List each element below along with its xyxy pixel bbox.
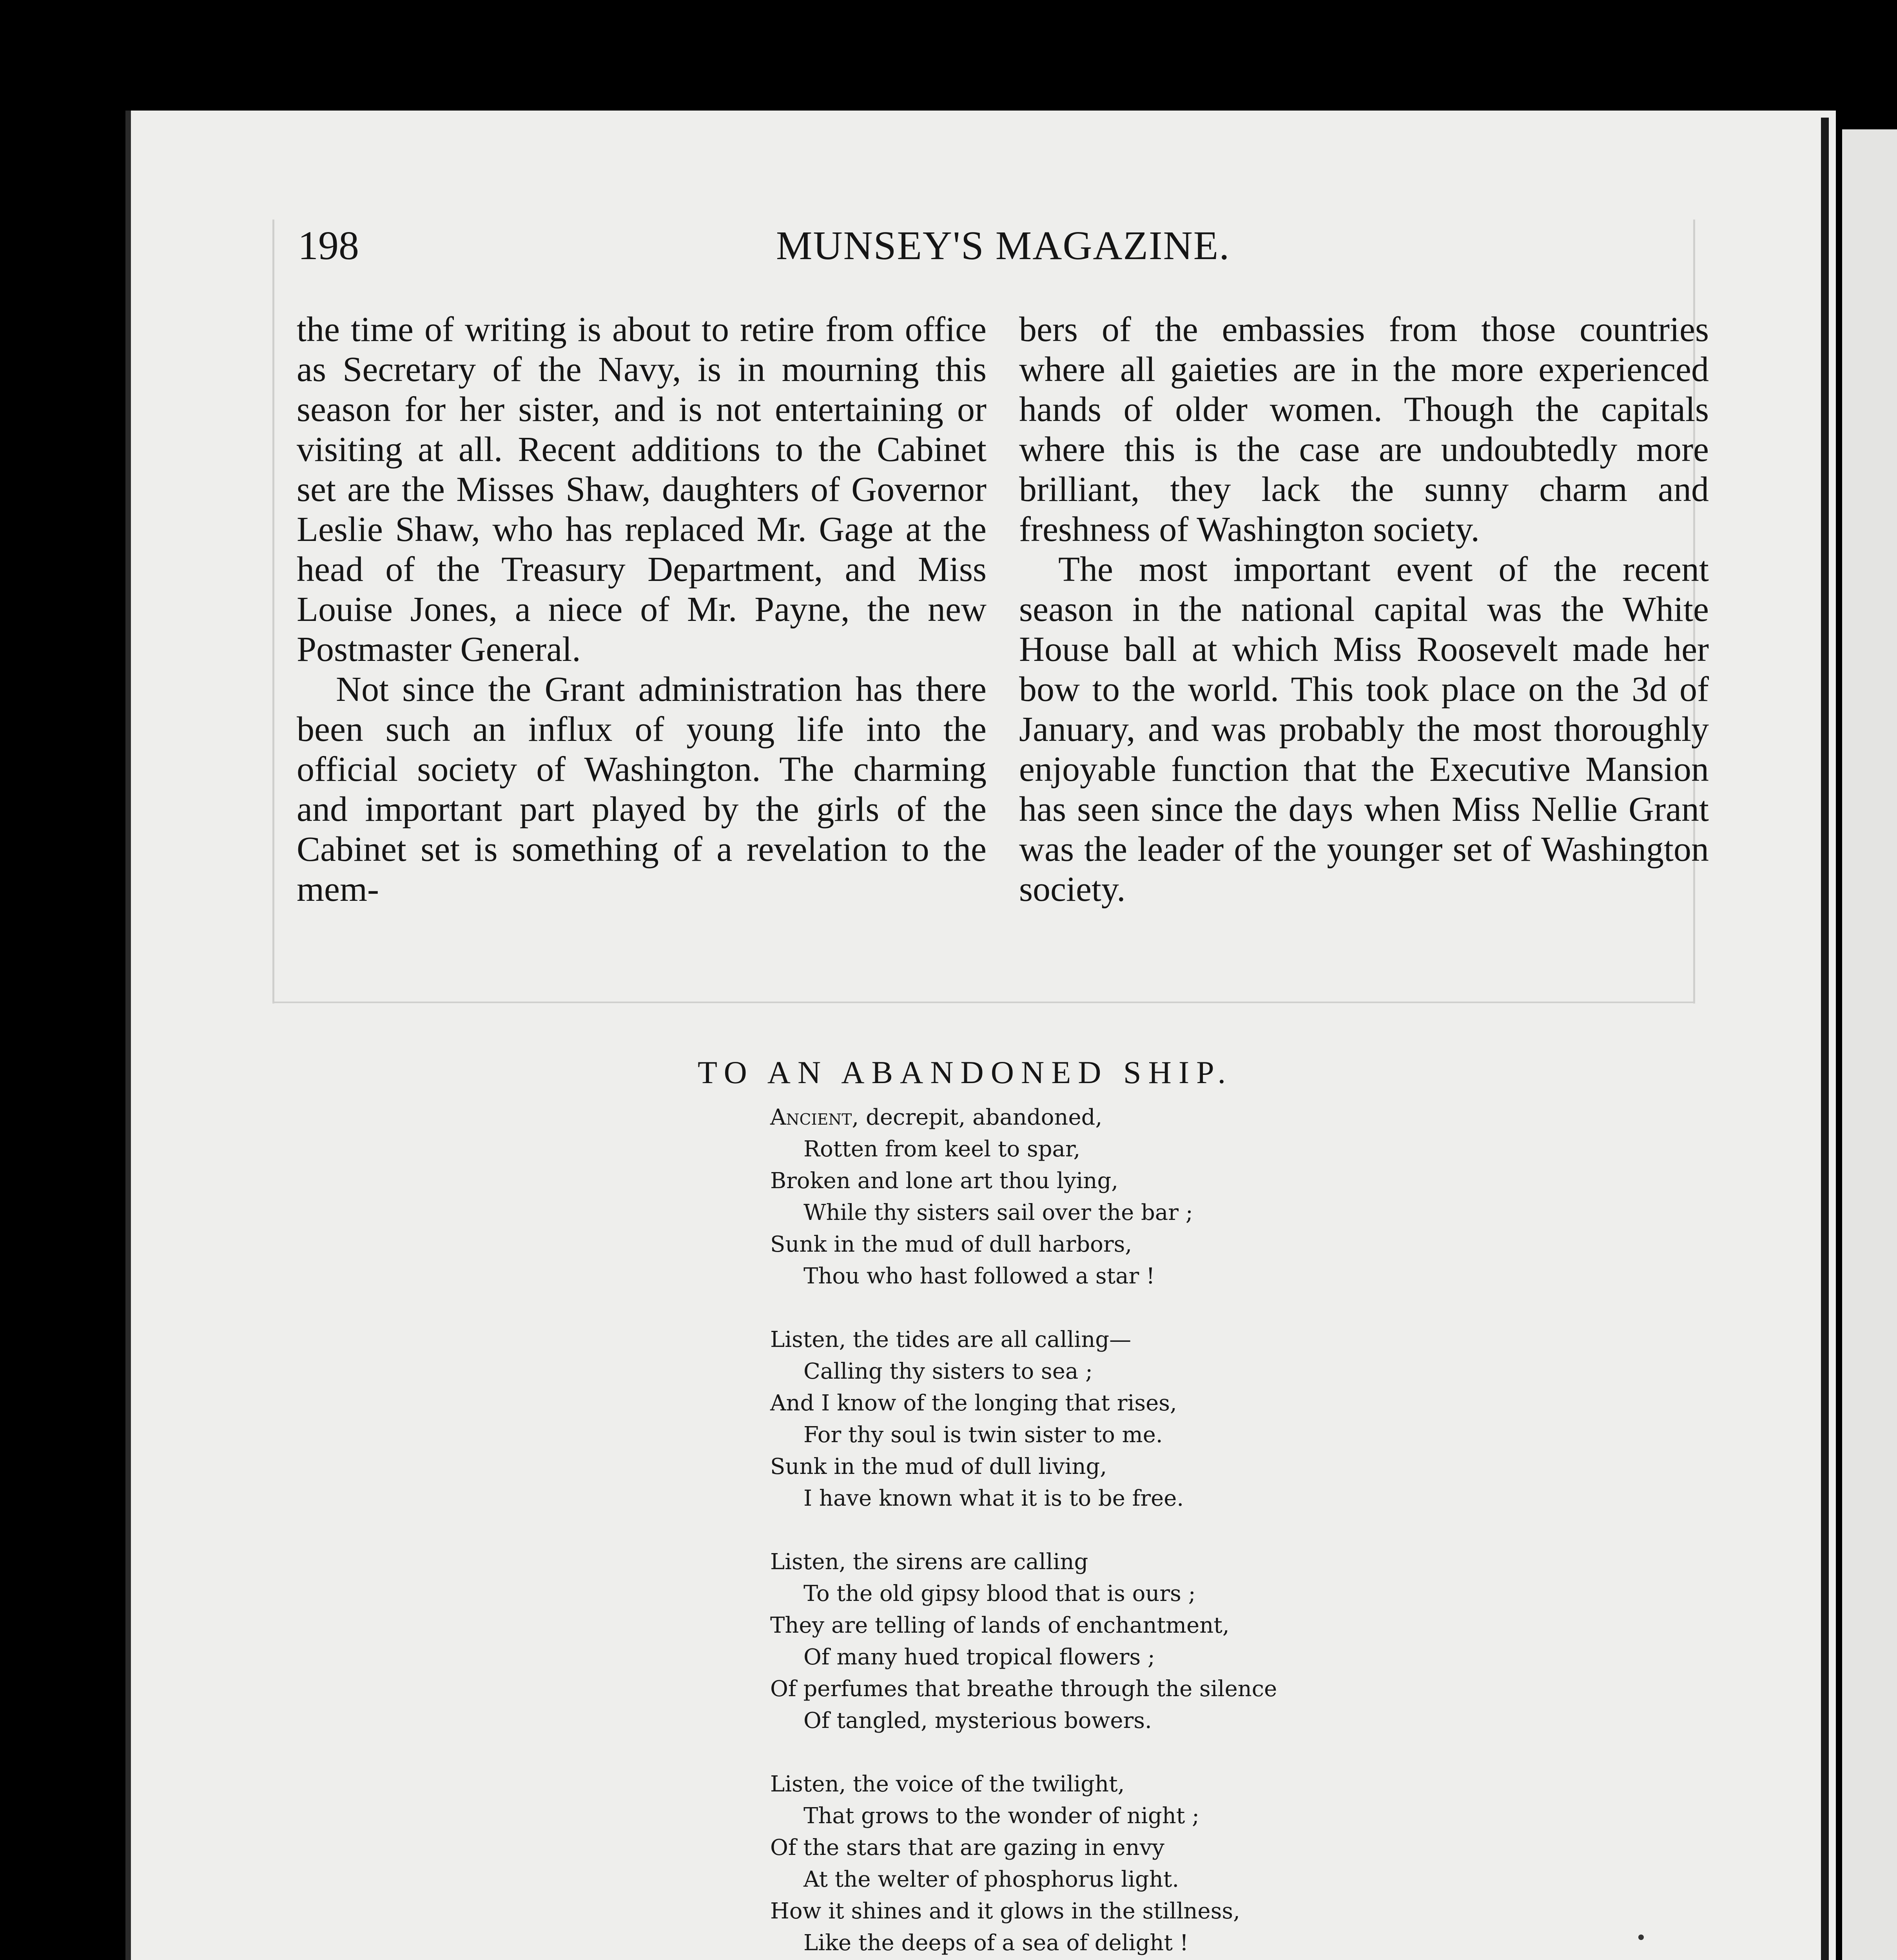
poem-stanza	[770, 1102, 1711, 1292]
poem-line: While thy sisters sail over the bar ;	[803, 1200, 1193, 1225]
poem-line: At the welter of phosphorus light.	[803, 1867, 1179, 1892]
article-paragraph: The most important event of the recent season in the national capital was the White House ball at which Miss Roosevelt made her bow to the world. This took place on the 3d of January, and was probably the most thoroughly enjoyable function that the Executive Mansion has seen since the days when Miss Nellie Grant was the leader of the younger set of Washington society.	[1019, 550, 1709, 909]
poem-line: Sunk in the mud of dull living,	[770, 1454, 1107, 1479]
page-gutter-shadow	[1821, 118, 1829, 1960]
poem-line: Sunk in the mud of dull harbors,	[770, 1232, 1132, 1257]
poem-line: For thy soul is twin sister to me.	[803, 1422, 1163, 1448]
poem-line: Rotten from keel to spar,	[803, 1136, 1081, 1162]
poem-body	[770, 1102, 1711, 1960]
article-column-left	[297, 310, 987, 909]
poem-line: Listen, the voice of the twilight,	[770, 1771, 1125, 1797]
article-box-left-rule	[272, 220, 274, 1004]
poem-stanza	[770, 1546, 1711, 1737]
poem-line: Like the deeps of a sea of delight !	[803, 1930, 1189, 1956]
poem-line: They are telling of lands of enchantment,	[770, 1613, 1230, 1638]
article-paragraph: the time of writing is about to retire from office as Secretary of the Navy, is in mourning this season for her sister, and is not entertaining or visiting at all. Recent additions to the Cabinet set are the Misses Shaw, daughters of Governor Leslie Shaw, who has replaced Mr. Gage at the head of the Treasury Department, and Miss Louise Jones, a niece of Mr. Payne, the new Postmaster General.	[297, 310, 987, 669]
paper-speck	[1638, 1935, 1644, 1940]
poem-title: TO AN ABANDONED SHIP.	[698, 1054, 1233, 1090]
poem-line: To the old gipsy blood that is ours ;	[803, 1581, 1196, 1606]
poem-line: Of tangled, mysterious bowers.	[803, 1708, 1152, 1733]
poem-line: Of many hued tropical flowers ;	[803, 1644, 1155, 1670]
poem-line: I have known what it is to be free.	[803, 1486, 1184, 1511]
poem-line: Thou who hast followed a star !	[803, 1263, 1155, 1289]
poem-first-word: Ancient,	[770, 1105, 859, 1130]
article-paragraph: Not since the Grant administration has there been such an influx of young life into the official society of Washington. The charming and important part played by the girls of the Cabinet set is something of a revelation to the mem-	[297, 670, 987, 909]
poem-line: Listen, the tides are all calling—	[770, 1327, 1132, 1352]
poem-line	[770, 1102, 1711, 1133]
article-column-right	[1019, 310, 1709, 909]
running-head: MUNSEY'S MAGAZINE.	[776, 223, 1230, 268]
article-box-bottom-rule	[272, 1002, 1695, 1003]
page-number: 198	[298, 223, 359, 268]
poem-line: Broken and lone art thou lying,	[770, 1168, 1119, 1194]
poem-first-line-rest: decrepit, abandoned,	[859, 1105, 1103, 1130]
article-paragraph: bers of the embassies from those countries where all gaieties are in the more experienced hands of older women. Though the capitals where this is the case are undoubtedly more brilliant, they lack the sunny charm and freshness of Washington society.	[1019, 310, 1709, 549]
poem-line: Calling thy sisters to sea ;	[803, 1359, 1093, 1384]
poem-stanza	[770, 1324, 1711, 1514]
poem-line: Listen, the sirens are calling	[770, 1549, 1088, 1575]
poem-line: That grows to the wonder of night ;	[803, 1803, 1200, 1829]
poem-stanza	[770, 1768, 1711, 1959]
poem-line: Of the stars that are gazing in envy	[770, 1835, 1164, 1860]
poem-line: Of perfumes that breathe through the silence	[770, 1676, 1277, 1702]
next-page-edge	[1842, 129, 1897, 1960]
poem-line: And I know of the longing that rises,	[770, 1390, 1177, 1416]
poem-line: How it shines and it glows in the stillness,	[770, 1898, 1240, 1924]
